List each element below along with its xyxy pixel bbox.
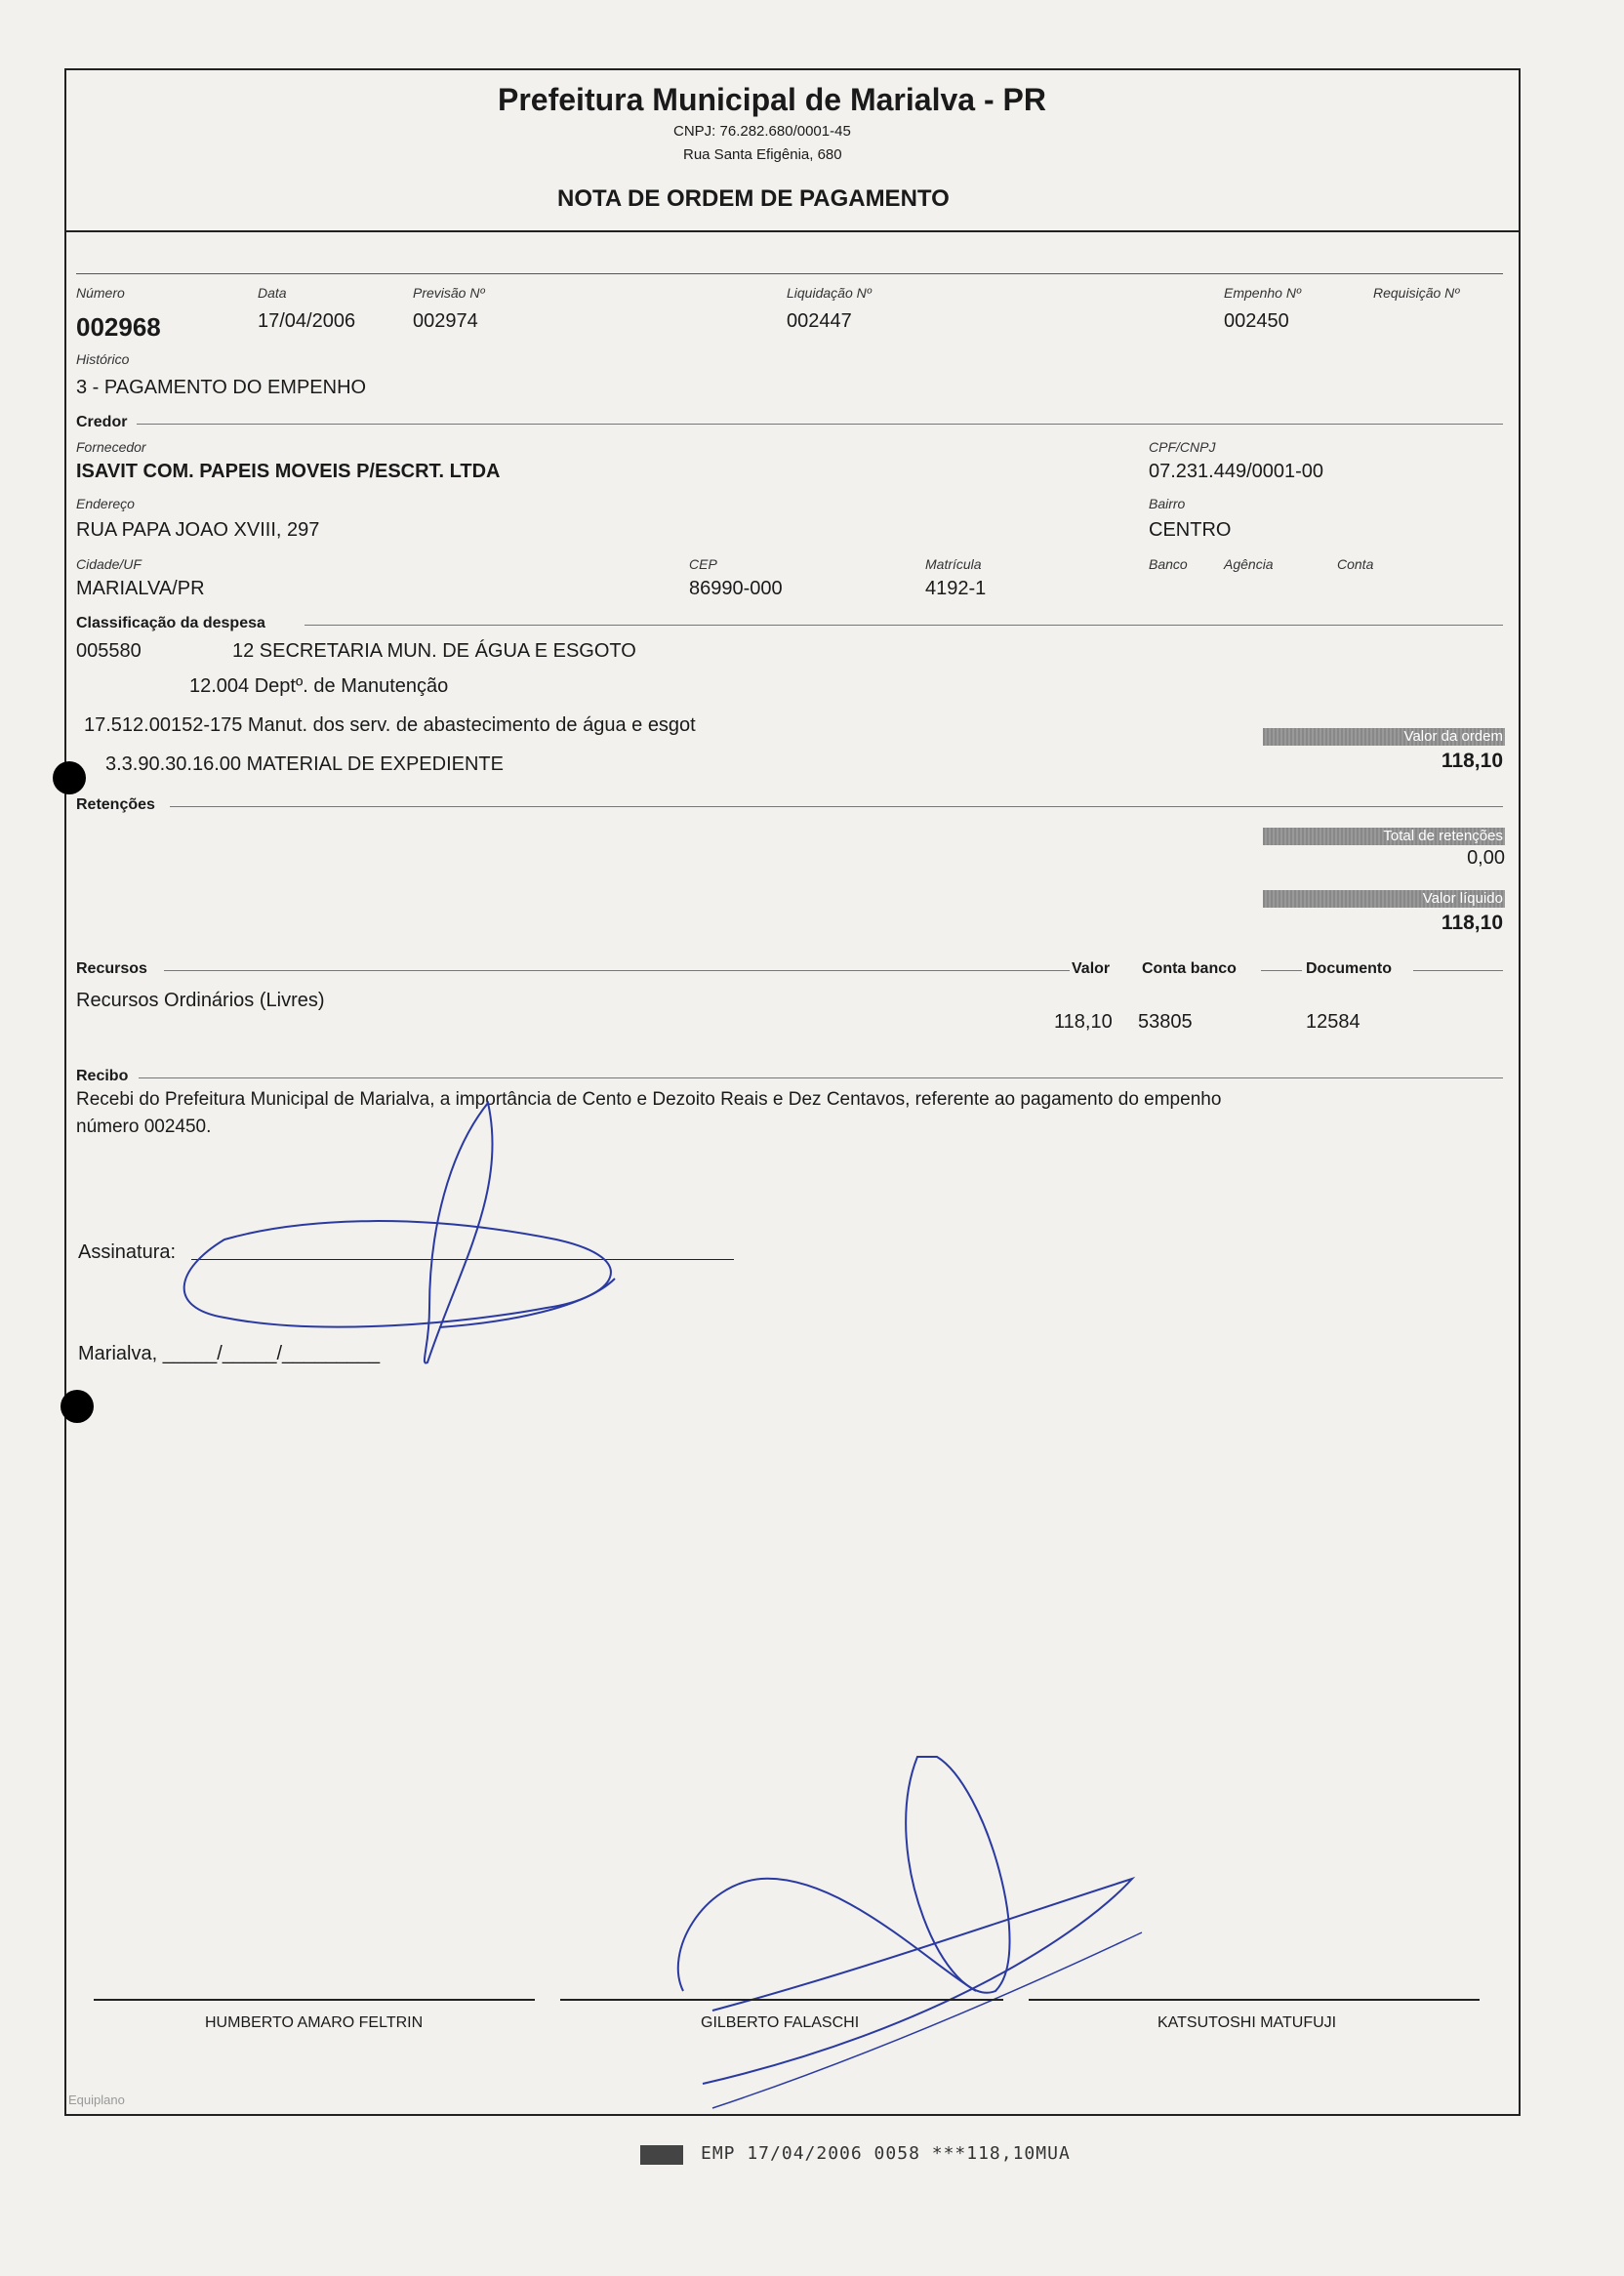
liquidacao-value: 002447 (787, 310, 852, 332)
cidade-label: Cidade/UF (76, 556, 142, 572)
agencia-label: Agência (1224, 556, 1274, 572)
header-address: Rua Santa Efigênia, 680 (683, 146, 842, 163)
valor-liquido-value: 118,10 (1441, 912, 1503, 934)
empenho-value: 002450 (1224, 310, 1289, 332)
recursos-documento-label: Documento (1306, 960, 1392, 977)
cep-value: 86990-000 (689, 578, 783, 599)
fornecedor-value: ISAVIT COM. PAPEIS MOVEIS P/ESCRT. LTDA (76, 461, 501, 482)
stamp-logo (640, 2145, 683, 2165)
doc-title: NOTA DE ORDEM DE PAGAMENTO (557, 185, 950, 212)
signatory-3: KATSUTOSHI MATUFUJI (1157, 2014, 1337, 2031)
data-value: 17/04/2006 (258, 310, 356, 332)
recursos-valor-label: Valor (1072, 960, 1111, 977)
previsao-label: Previsão Nº (413, 285, 485, 301)
valor-ordem-value: 118,10 (1441, 750, 1503, 772)
historico-label: Histórico (76, 351, 130, 367)
page-title: Prefeitura Municipal de Marialva - PR (498, 82, 1046, 117)
recursos-section: Recursos (76, 960, 147, 977)
signature-line-3 (1029, 1999, 1480, 2001)
bank-stamp: EMP 17/04/2006 0058 ***118,10MUA (701, 2143, 1071, 2164)
matricula-value: 4192-1 (925, 578, 987, 599)
signature-line-1 (94, 1999, 535, 2001)
departamento: 12.004 Deptº. de Manutenção (189, 675, 449, 697)
signatory-2: GILBERTO FALASCHI (701, 2014, 860, 2031)
programa: 17.512.00152-175 Manut. dos serv. de abastecimento de água e esgot (84, 714, 696, 736)
signatory-1: HUMBERTO AMARO FELTRIN (205, 2014, 424, 2031)
header-cnpj: CNPJ: 76.282.680/0001-45 (673, 123, 851, 140)
recibo-text-line2: número 002450. (76, 1117, 212, 1137)
classificacao-code: 005580 (76, 640, 142, 662)
endereco-value: RUA PAPA JOAO XVIII, 297 (76, 519, 320, 541)
recursos-conta-label: Conta banco (1142, 960, 1237, 977)
bairro-label: Bairro (1149, 496, 1186, 511)
cpf-label: CPF/CNPJ (1149, 439, 1216, 455)
historico-value: 3 - PAGAMENTO DO EMPENHO (76, 377, 367, 398)
matricula-label: Matrícula (925, 556, 982, 572)
bairro-value: CENTRO (1149, 519, 1232, 541)
recursos-conta: 53805 (1138, 1011, 1193, 1033)
credor-section: Credor (76, 414, 128, 430)
signature-line-2 (560, 1999, 1003, 2001)
total-retencoes-label: Total de retenções (1383, 828, 1503, 844)
fornecedor-label: Fornecedor (76, 439, 146, 455)
recursos-descricao: Recursos Ordinários (Livres) (76, 990, 325, 1011)
recursos-documento: 12584 (1306, 1011, 1360, 1033)
endereco-label: Endereço (76, 496, 135, 511)
valor-ordem-label: Valor da ordem (1403, 728, 1503, 745)
valor-liquido-label: Valor líquido (1422, 890, 1503, 907)
recibo-section: Recibo (76, 1068, 129, 1084)
liquidacao-label: Liquidação Nº (787, 285, 872, 301)
total-retencoes-value: 0,00 (1467, 847, 1505, 869)
local-data-label: Marialva, _____/_____/_________ (78, 1343, 381, 1364)
assinatura-label: Assinatura: (78, 1241, 177, 1263)
conta-label: Conta (1337, 556, 1374, 572)
data-label: Data (258, 285, 287, 301)
empenho-label: Empenho Nº (1224, 285, 1302, 301)
recursos-valor: 118,10 (1054, 1011, 1113, 1033)
recibo-text-line1: Recebi do Prefeitura Municipal de Marialva, a importância de Cento e Dezoito Reais e Dez Centavos, referente ao pagamento do empenho (76, 1089, 1222, 1110)
secretaria: 12 SECRETARIA MUN. DE ÁGUA E ESGOTO (232, 640, 636, 662)
cpf-value: 07.231.449/0001-00 (1149, 461, 1324, 482)
previsao-value: 002974 (413, 310, 478, 332)
numero-label: Número (76, 285, 125, 301)
requisicao-label: Requisição Nº (1373, 285, 1460, 301)
footer-brand: Equiplano (68, 2093, 125, 2107)
numero-value: 002968 (76, 312, 161, 342)
cidade-value: MARIALVA/PR (76, 578, 205, 599)
cep-label: CEP (689, 556, 717, 572)
elemento: 3.3.90.30.16.00 MATERIAL DE EXPEDIENTE (105, 753, 504, 775)
classificacao-section: Classificação da despesa (76, 615, 265, 631)
banco-label: Banco (1149, 556, 1188, 572)
retencoes-section: Retenções (76, 796, 155, 813)
